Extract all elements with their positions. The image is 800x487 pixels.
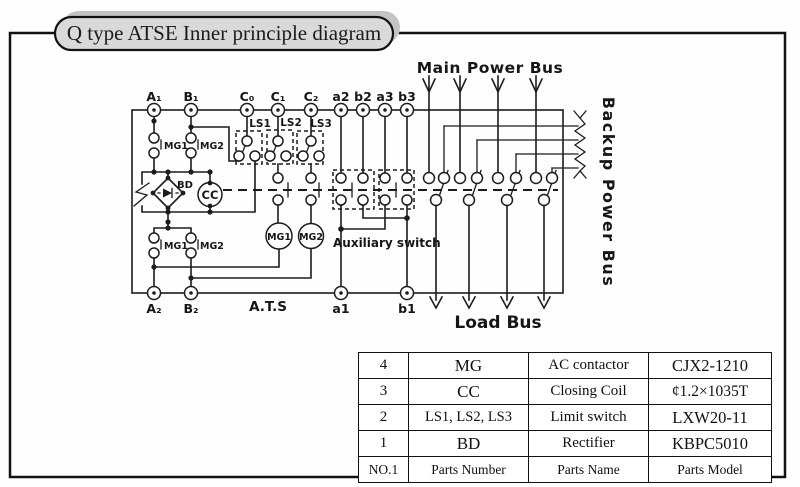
terminal-label-c2: C₂ [303,89,319,104]
terminal-label-c1: C₁ [270,89,286,104]
parts-table [358,352,772,483]
mg2-lower-label: MG2 [200,241,224,252]
table-header-row [359,457,772,483]
aux-switch-label: Auxiliary switch [333,236,441,250]
terminal-label-b1-bottom: b1 [398,301,416,316]
bus-arrow-icon [574,171,586,178]
cell-name: Limit switch [529,405,649,431]
mg2-upper-label: MG2 [200,141,224,152]
cell-name: Parts Name [529,457,649,483]
terminal-label-b1-top: B₁ [183,89,199,104]
backup-bus-label: Backup Power Bus [599,96,618,288]
table-row [359,431,772,457]
cell-no: 1 [359,431,409,457]
diode-icon [163,189,172,198]
bus-arrow-icon [574,111,586,118]
cell-name: AC contactor [529,353,649,379]
cell-number: Parts Number [409,457,529,483]
terminal-label-a2-bottom: A₂ [146,301,162,316]
table-row [359,353,772,379]
mg1-upper-label: MG1 [164,141,188,152]
cell-no: NO.1 [359,457,409,483]
coil-contacts [273,173,316,205]
cell-model: CJX2-1210 [649,353,772,379]
table-row [359,405,772,431]
cell-model: LXW20-11 [649,405,772,431]
mg2-coil-label: MG2 [299,232,323,243]
cell-no: 4 [359,353,409,379]
cc-label: CC [201,188,219,202]
terminal-label-a1-bottom: a1 [332,301,350,316]
cell-model: Parts Model [649,457,772,483]
terminal-label-b3: b3 [398,89,416,104]
title-banner [55,11,400,50]
cell-number: LS1, LS2, LS3 [409,405,529,431]
main-power-bus [423,76,542,173]
transfer-poles [424,171,558,206]
table-row [359,379,772,405]
cell-model: ¢1.2×1035T [649,379,772,405]
backup-power-bus [444,111,586,178]
cell-no: 3 [359,379,409,405]
ls1-label: LS1 [249,118,271,130]
terminal-label-a3: a3 [376,89,394,104]
load-bus-label: Load Bus [454,313,542,333]
terminal-label-a1-top: A₁ [146,89,162,104]
cell-number: MG [409,353,529,379]
page-title: Q type ATSE Inner principle diagram [66,21,382,45]
ls3-label: LS3 [310,118,332,130]
terminal-label-b2-bottom: B₂ [183,301,199,316]
terminal-label-b2: b2 [354,89,372,104]
terminal-label-c0: C₀ [239,89,255,104]
cell-number: BD [409,431,529,457]
terminal-label-a2: a2 [332,89,350,104]
ats-label: A.T.S [249,299,287,315]
cell-no: 2 [359,405,409,431]
bd-label: BD [177,180,193,191]
cell-number: CC [409,379,529,405]
cell-name: Rectifier [529,431,649,457]
surge-z-icon [134,183,149,206]
cell-model: KBPC5010 [649,431,772,457]
ls2-label: LS2 [280,117,302,129]
mg1-lower-label: MG1 [164,241,188,252]
cell-name: Closing Coil [529,379,649,405]
mg1-coil-label: MG1 [267,232,291,243]
main-bus-label: Main Power Bus [416,59,564,77]
